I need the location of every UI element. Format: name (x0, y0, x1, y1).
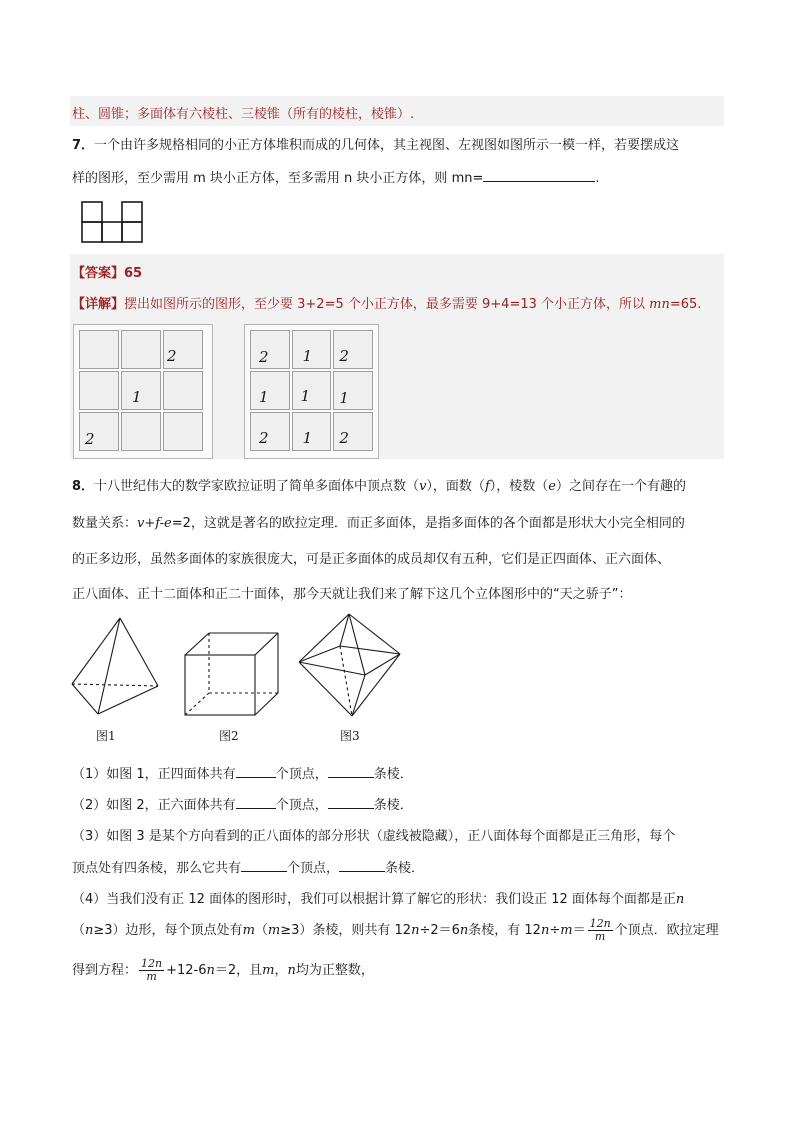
fraction-equation: $\frac{12n}{m}$ (141, 957, 163, 983)
grid-max-cell: 1 (250, 371, 290, 410)
view-figure (80, 200, 146, 244)
grid-min-cell (121, 412, 161, 451)
sub1-blank-edges (328, 777, 374, 778)
top-note: 柱、圆锥；多面体有六棱柱、三棱锥（所有的棱柱，棱锥）. (72, 107, 415, 122)
sub2-blank-edges (328, 808, 374, 809)
q7-line1: 7．一个由许多规格相同的小正方体堆积而成的几何体，其主视图、左视图如图所示一模一样，若要摆成这 (72, 138, 680, 153)
octahedron-figure (296, 612, 402, 720)
fig2-caption: 图2 (219, 729, 239, 743)
sub3-blank-edges (339, 871, 385, 872)
grid-min-cell: 1 (121, 371, 161, 410)
grid-max-cell: 1 (292, 330, 332, 369)
sub4-line3: 得到方程： $\frac{12n}{m}$ +12-6n＝2，且m，n均为正整数， (72, 957, 374, 983)
grid-max-cell: 1 (333, 371, 373, 410)
sub4-line2: （n≥3）边形，每个顶点处有m（m≥3）条棱，则共有 12n÷2＝6n条棱，有 12n÷m＝ $\frac{12n}{m}$ 个顶点．欧拉定理 (72, 917, 719, 943)
sub3-blank-vertices (241, 871, 287, 872)
detail-tag: 【详解】 (72, 297, 125, 312)
grid-min-cell (79, 371, 119, 410)
answer-line (72, 262, 142, 281)
grid-min-cell (79, 330, 119, 369)
grid-max-cell: 2 (250, 412, 290, 451)
answer-value: 65 (124, 266, 143, 281)
fig3-caption: 图3 (340, 729, 360, 743)
q8-line1: 8．十八世纪伟大的数学家欧拉证明了简单多面体中顶点数（v），面数（f），棱数（e）之间存在一个有趣的 (72, 479, 686, 494)
grid-max-cell: 2 (333, 412, 373, 451)
q7-number: 7． (72, 138, 95, 153)
grid-max (244, 324, 379, 459)
q8-line3: 的正多边形，虽然多面体的家族很庞大，可是正多面体的成员却仅有五种，它们是正四面体、正六面体、 (72, 552, 671, 567)
detail-line: 【详解】摆出如图所示的图形，至少要 3+2=5 个小正方体，最多需要 9+4=13 个小正方体，所以 mn=65. (72, 297, 702, 312)
grid-max-cell: 1 (292, 371, 332, 410)
grid-max-cell: 1 (292, 412, 332, 451)
sub3-line1: （3）如图 3 是某个方向看到的正八面体的部分形状（虚线被隐藏），正八面体每个面都是正三角形，每个 (72, 829, 676, 844)
sub2: （2）如图 2，正六面体共有 个顶点， 条棱． (72, 798, 413, 813)
q7-answer-blank (483, 181, 595, 182)
sub3-line2: 顶点处有四条棱，那么它共有 个顶点， 条棱． (72, 861, 425, 876)
grid-max-cell: 2 (333, 330, 373, 369)
grid-max-cell: 2 (250, 330, 290, 369)
cube-figure (182, 630, 282, 720)
grid-min-cell (163, 412, 203, 451)
fig1-caption: 图1 (96, 729, 116, 743)
sub2-blank-vertices (236, 808, 276, 809)
grid-min-cell: 2 (163, 330, 203, 369)
fraction-vertices: $\frac{12n}{m}$ (589, 917, 611, 943)
q8-line4: 正八面体、正十二面体和正二十面体，那今天就让我们来了解下这几个立体图形中的“天之骄子”： (72, 587, 632, 602)
grid-min-cell (121, 330, 161, 369)
tetrahedron-figure (68, 614, 162, 720)
sub4-line1: （4）当我们没有正 12 面体的图形时，我们可以根据计算了解它的形状：我们设正 12 面体每个面都是正n (72, 892, 685, 907)
sub1-blank-vertices (236, 777, 276, 778)
grid-min (73, 324, 213, 459)
q8-line2: 数量关系：v+f-e=2，这就是著名的欧拉定理．而正多面体，是指多面体的各个面都是形状大小完全相同的 (72, 516, 685, 531)
q8-number: 8． (72, 479, 95, 494)
grid-min-cell: 2 (79, 412, 119, 451)
sub1: （1）如图 1，正四面体共有 个顶点， 条棱． (72, 767, 413, 782)
grid-min-cell (163, 371, 203, 410)
q7-line2: 样的图形，至少需用 m 块小正方体，至多需用 n 块小正方体，则 mn= . (72, 171, 600, 186)
answer-tag: 【答案】 (72, 266, 125, 281)
